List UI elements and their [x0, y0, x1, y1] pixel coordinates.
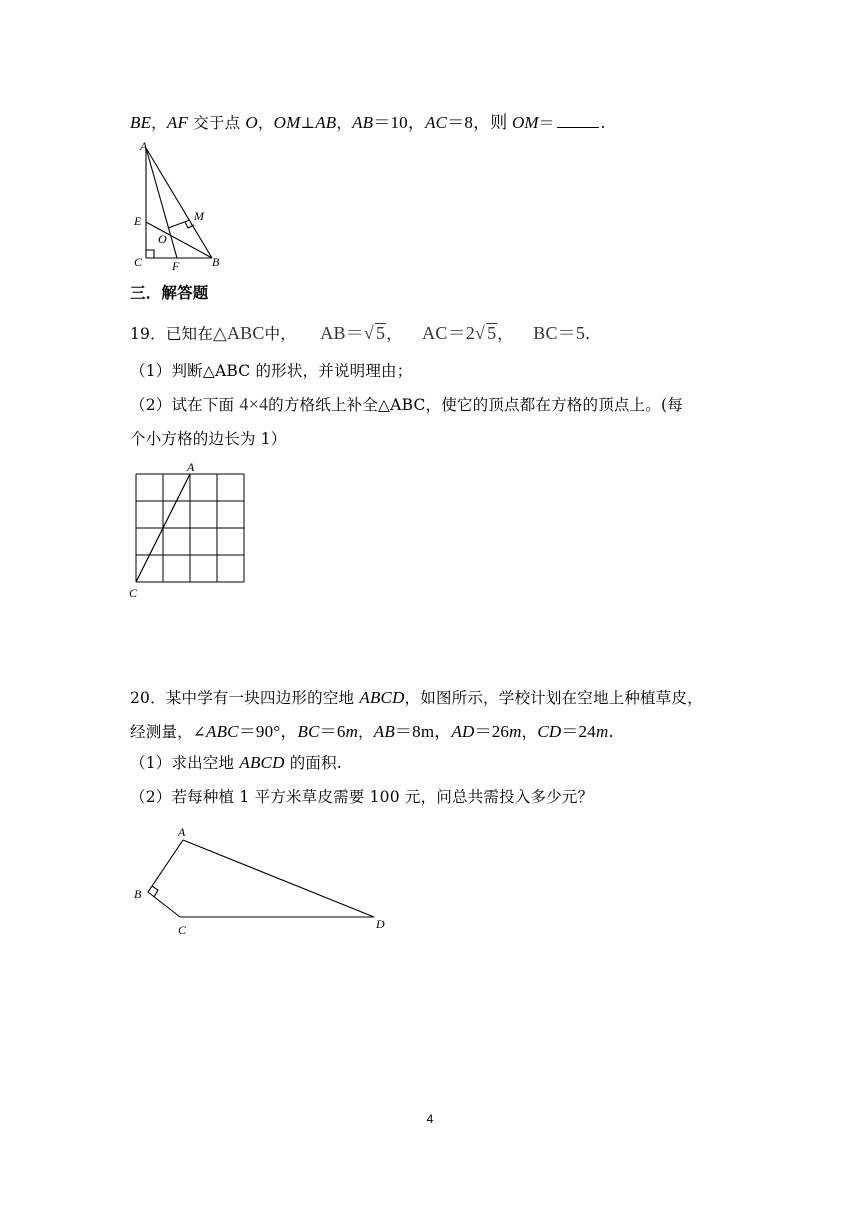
label-a: A [140, 139, 148, 153]
q19-part1: （1）判断△ABC 的形状，并说明理由； [130, 362, 413, 380]
q19-stem: 19．已知在△ABC中， AB＝√ 5， AC＝2√ 5， BC＝5. [130, 323, 591, 343]
q20-part1 [130, 752, 342, 774]
q18-seg: AF [166, 113, 189, 132]
edge-ab [146, 148, 212, 258]
q19-seg: 19．已知在 [130, 325, 213, 343]
q20-seg: ＝8m， [394, 722, 452, 741]
q18-seg: ＝10， [373, 113, 426, 132]
segment-om [168, 220, 190, 228]
q19-seg: 的方格纸上补全△ABC，使它的顶点都在方格的顶点上。(每 [268, 396, 683, 414]
label-o: O [158, 232, 167, 246]
q20-seg: ＝6 [319, 722, 346, 741]
q20-seg: CD [537, 722, 562, 741]
q18-seg: AB [315, 113, 337, 132]
q18-seg: ＝8，则 [447, 113, 512, 132]
q20-seg: ＝26 [474, 722, 510, 741]
q20-seg: m [509, 722, 522, 741]
right-angle-c [146, 250, 154, 258]
q19-seg: ， [497, 325, 513, 343]
q20-quadrilateral-figure [128, 822, 408, 942]
label-d: D [376, 917, 385, 931]
q19-part2-line2: 个小方格的边长为 1） [130, 430, 287, 448]
edge-da [183, 840, 374, 917]
q18-seg: . [600, 114, 606, 132]
q20-seg: ， [358, 723, 374, 741]
q20-part2: （2）若每种植 1 平方米草皮需要 100 元，问总共需投入多少元？ [130, 788, 594, 806]
q18-text-line [130, 112, 606, 134]
q18-seg: ＝ [538, 114, 555, 132]
q18-seg: O [245, 113, 258, 132]
edge-ab [148, 840, 183, 892]
q20-seg: BC [297, 722, 320, 741]
q18-seg: ， [336, 114, 353, 132]
q20-seg: ABCD [239, 753, 285, 772]
section-heading: 三．解答题 [130, 283, 209, 302]
q20-seg: 20．某中学有一块四边形的空地 [130, 689, 360, 707]
q20-stem-line2 [130, 721, 614, 743]
q20-seg: AD [451, 722, 475, 741]
q19-seg: 5 [375, 323, 386, 343]
q18-seg: AB [352, 113, 374, 132]
page-number: 4 [426, 1112, 434, 1126]
edge-bc [148, 892, 180, 917]
q20-seg: （1）求出空地 [130, 754, 240, 772]
q20-stem-line1 [130, 687, 703, 709]
q19-seg: . [585, 325, 591, 343]
q18-seg: OM [511, 113, 539, 132]
q19-seg: AC＝2 [422, 323, 475, 343]
q20-seg: AB [373, 722, 395, 741]
label-b: B [212, 255, 220, 269]
q20-seg: ＝24 [561, 722, 596, 741]
q18-seg: ⊥ [300, 114, 316, 132]
grid-lines [136, 474, 244, 582]
q18-seg: OM [273, 113, 301, 132]
label-c: C [129, 586, 138, 600]
q20-seg: ， [521, 723, 538, 741]
q19-seg: 5 [487, 323, 497, 343]
q19-seg: ， [386, 325, 402, 343]
q18-seg: BE [130, 113, 152, 132]
q19-seg: △ABC [212, 323, 265, 343]
q18-triangle-figure [128, 139, 238, 273]
label-a: A [178, 825, 186, 839]
q20-seg: 的面积. [284, 754, 342, 772]
q19-grid-figure [126, 460, 256, 600]
q19-seg: BC＝5 [533, 323, 586, 343]
q19-seg: （2）试在下面 [130, 396, 240, 414]
q20-seg: ＝90°， [238, 722, 298, 741]
q19-seg: 4×4 [239, 394, 269, 414]
q19-seg: AB＝ [320, 323, 364, 343]
label-m: M [194, 209, 204, 223]
q20-seg: ABC [206, 722, 239, 741]
answer-blank[interactable] [557, 113, 599, 128]
label-c: C [134, 255, 143, 269]
q20-seg: ，如图所示，学校计划在空地上种植草皮， [404, 689, 703, 707]
label-f: F [172, 259, 180, 273]
q20-seg: m [595, 722, 609, 741]
q18-seg: ， [151, 114, 167, 132]
label-e: E [134, 214, 142, 228]
q18-seg: ， [257, 114, 274, 132]
label-a: A [187, 460, 195, 474]
label-b: B [134, 887, 142, 901]
segment-be [146, 222, 212, 258]
q20-seg: . [608, 723, 614, 741]
q20-seg: 经测量，∠ [130, 723, 206, 741]
q20-seg: m [345, 722, 359, 741]
q19-part2-line1 [130, 393, 683, 416]
q18-seg: AC [425, 113, 448, 132]
label-c: C [178, 923, 187, 937]
q19-seg: 中， [264, 325, 296, 343]
q18-seg: 交于点 [188, 114, 246, 132]
q20-seg: ABCD [359, 688, 405, 707]
